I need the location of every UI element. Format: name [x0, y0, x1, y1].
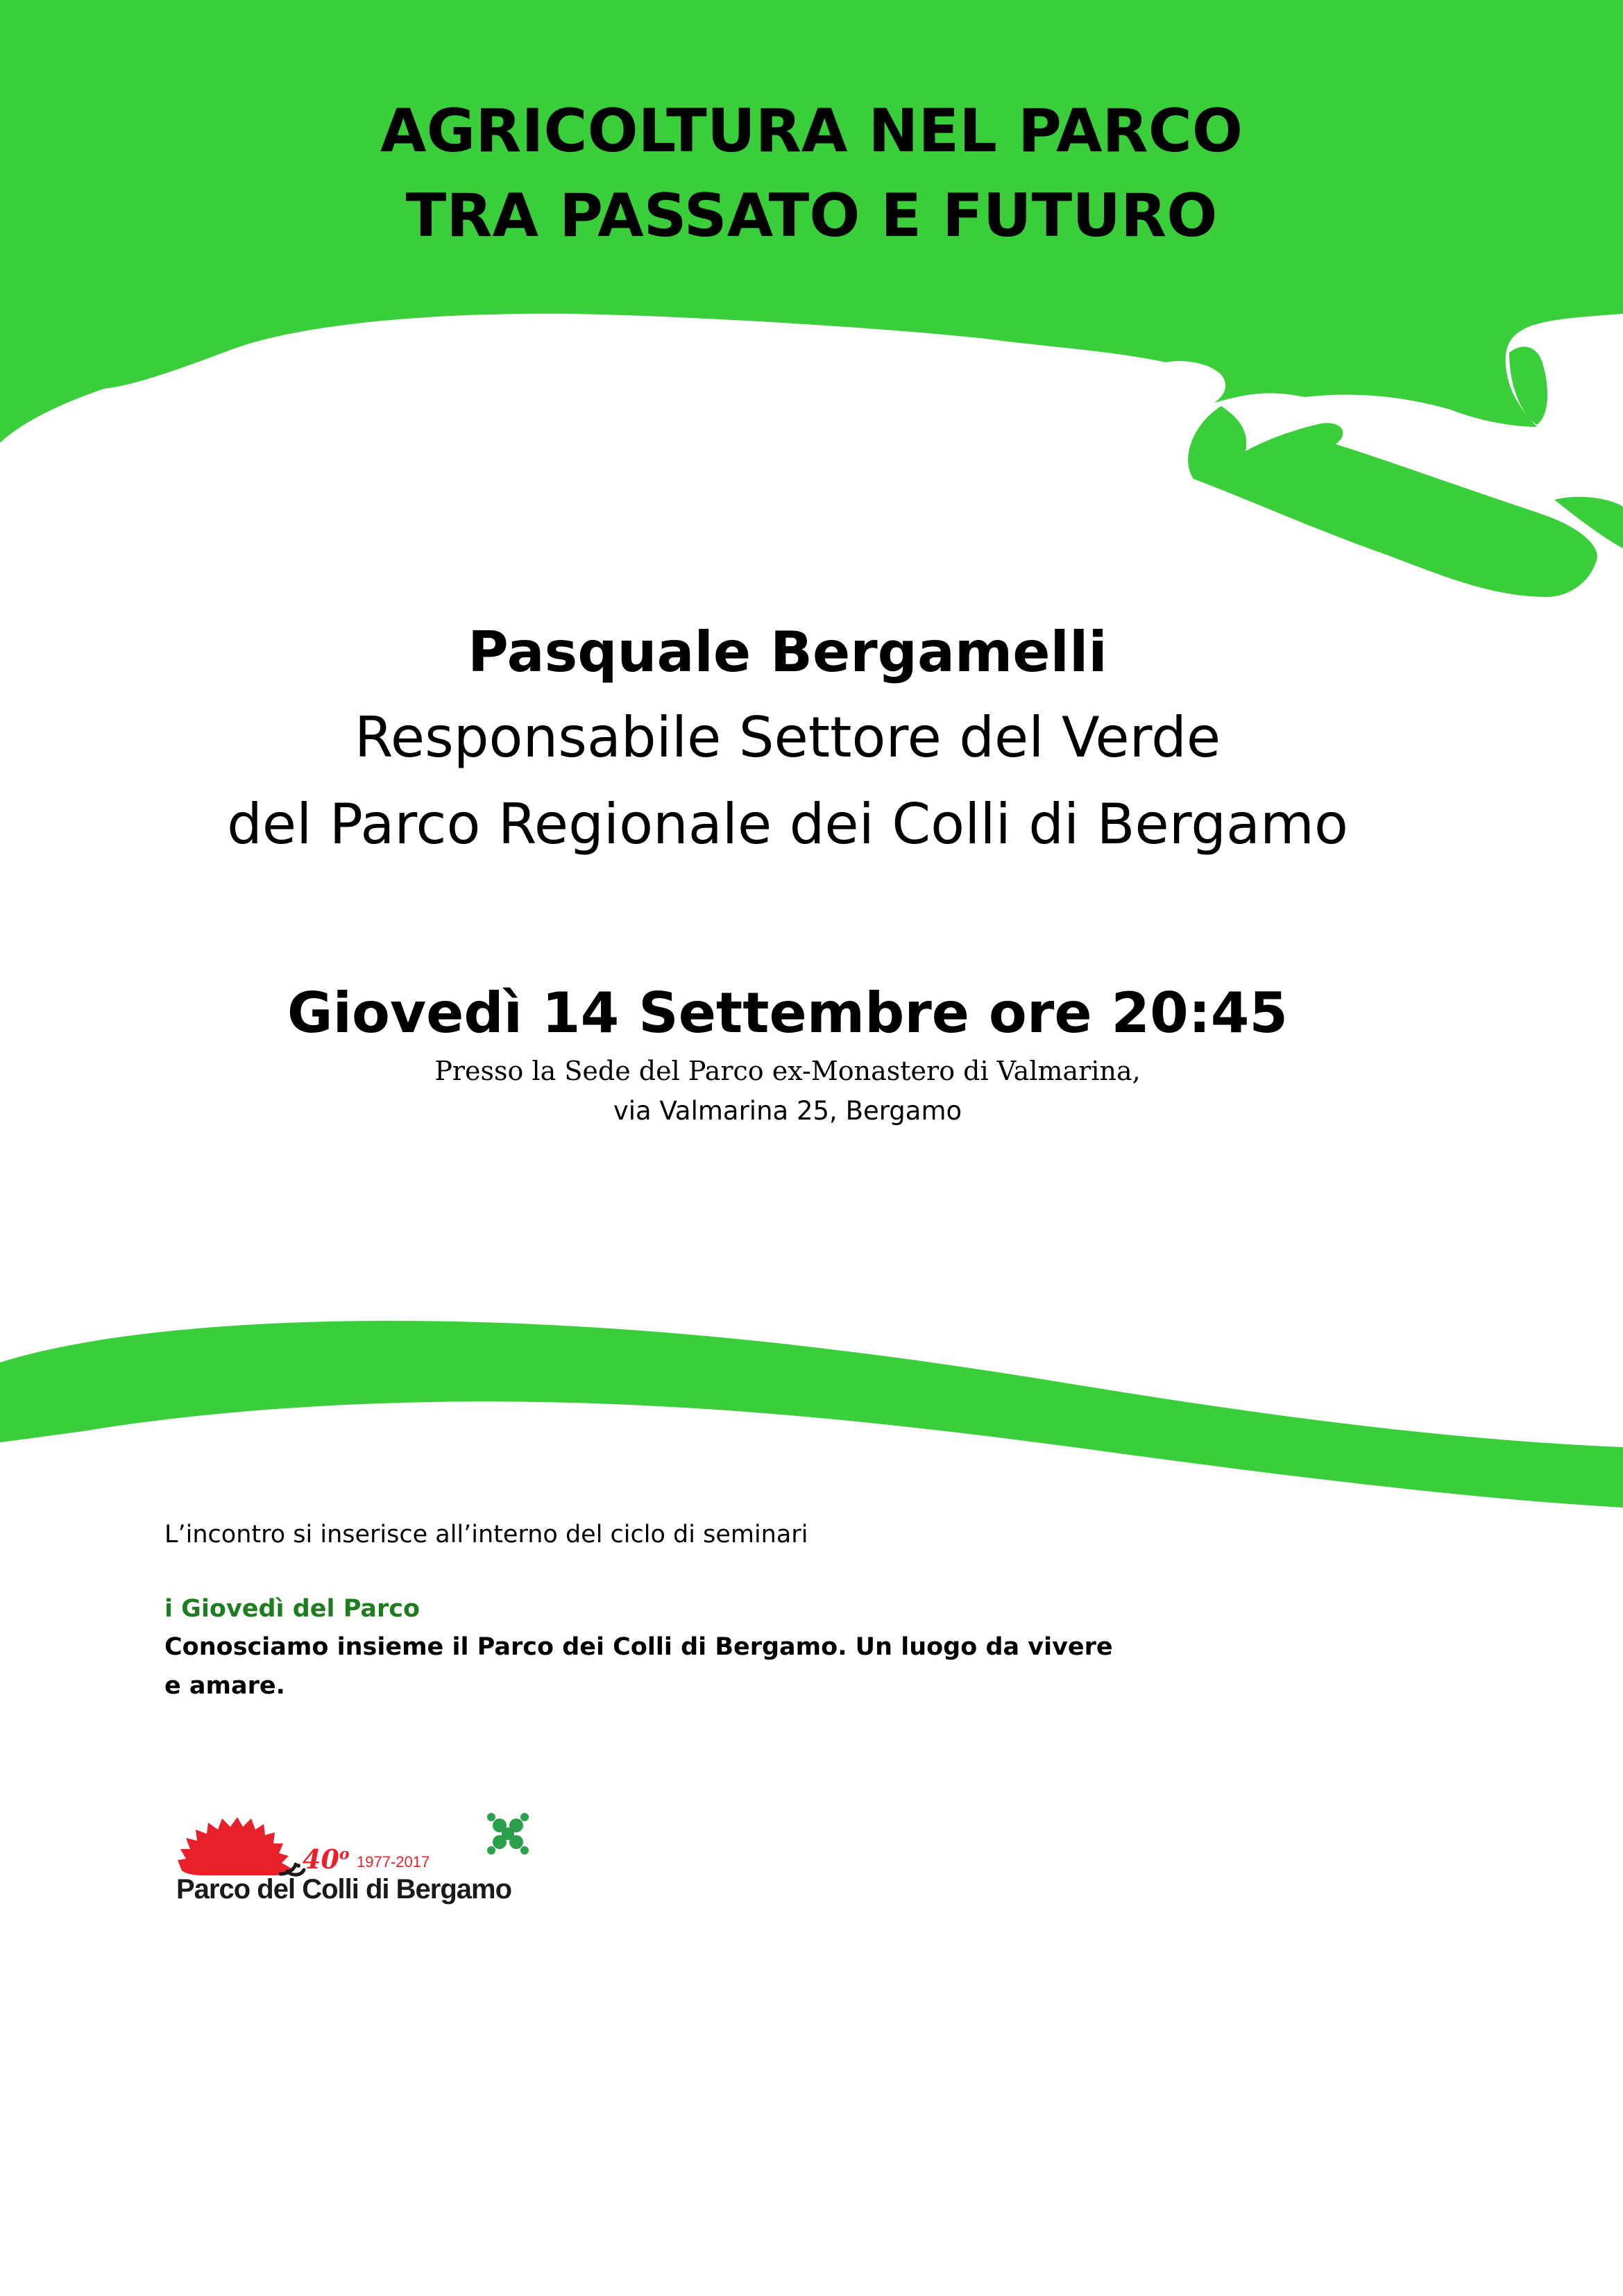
logo-years: 1977-2017	[357, 1853, 430, 1871]
speaker-role-line-2: del Parco Regionale dei Colli di Bergamo	[227, 792, 1348, 856]
hedgehog-icon	[178, 1817, 304, 1875]
park-logo	[176, 1805, 551, 1916]
event-venue: Presso la Sede del Parco ex-Monastero di Valmarina,	[434, 1056, 1141, 1086]
bottom-green-wave	[0, 1321, 1623, 1508]
event-address: via Valmarina 25, Bergamo	[613, 1096, 962, 1126]
intro-text: L’incontro si inserisce all’interno del ciclo di seminari	[164, 1521, 808, 1548]
speaker-name: Pasquale Bergamelli	[468, 620, 1107, 684]
series-description: Conosciamo insieme il Parco dei Colli di Bergamo. Un luogo da vivere e amare.	[164, 1633, 1113, 1700]
logo-anniversary-suffix: o	[339, 1845, 350, 1864]
poster-title	[0, 89, 1623, 258]
logo-anniversary-number: 40	[303, 1843, 339, 1875]
regional-cross-icon	[487, 1813, 529, 1855]
series-title: i Giovedì del Parco	[164, 1595, 420, 1623]
speaker-block	[0, 611, 1575, 868]
right-brush-tip	[1188, 406, 1597, 597]
speaker-role-line-1: Responsabile Settore del Verde	[354, 705, 1221, 770]
logo-anniversary	[303, 1843, 350, 1875]
title-line-1: AGRICOLTURA NEL PARCO	[380, 96, 1243, 166]
logo-name: Parco del Colli di Bergamo	[176, 1874, 512, 1905]
title-line-2: TRA PASSATO E FUTURO	[405, 181, 1218, 251]
event-date: Giovedì 14 Settembre ore 20:45	[287, 981, 1289, 1045]
